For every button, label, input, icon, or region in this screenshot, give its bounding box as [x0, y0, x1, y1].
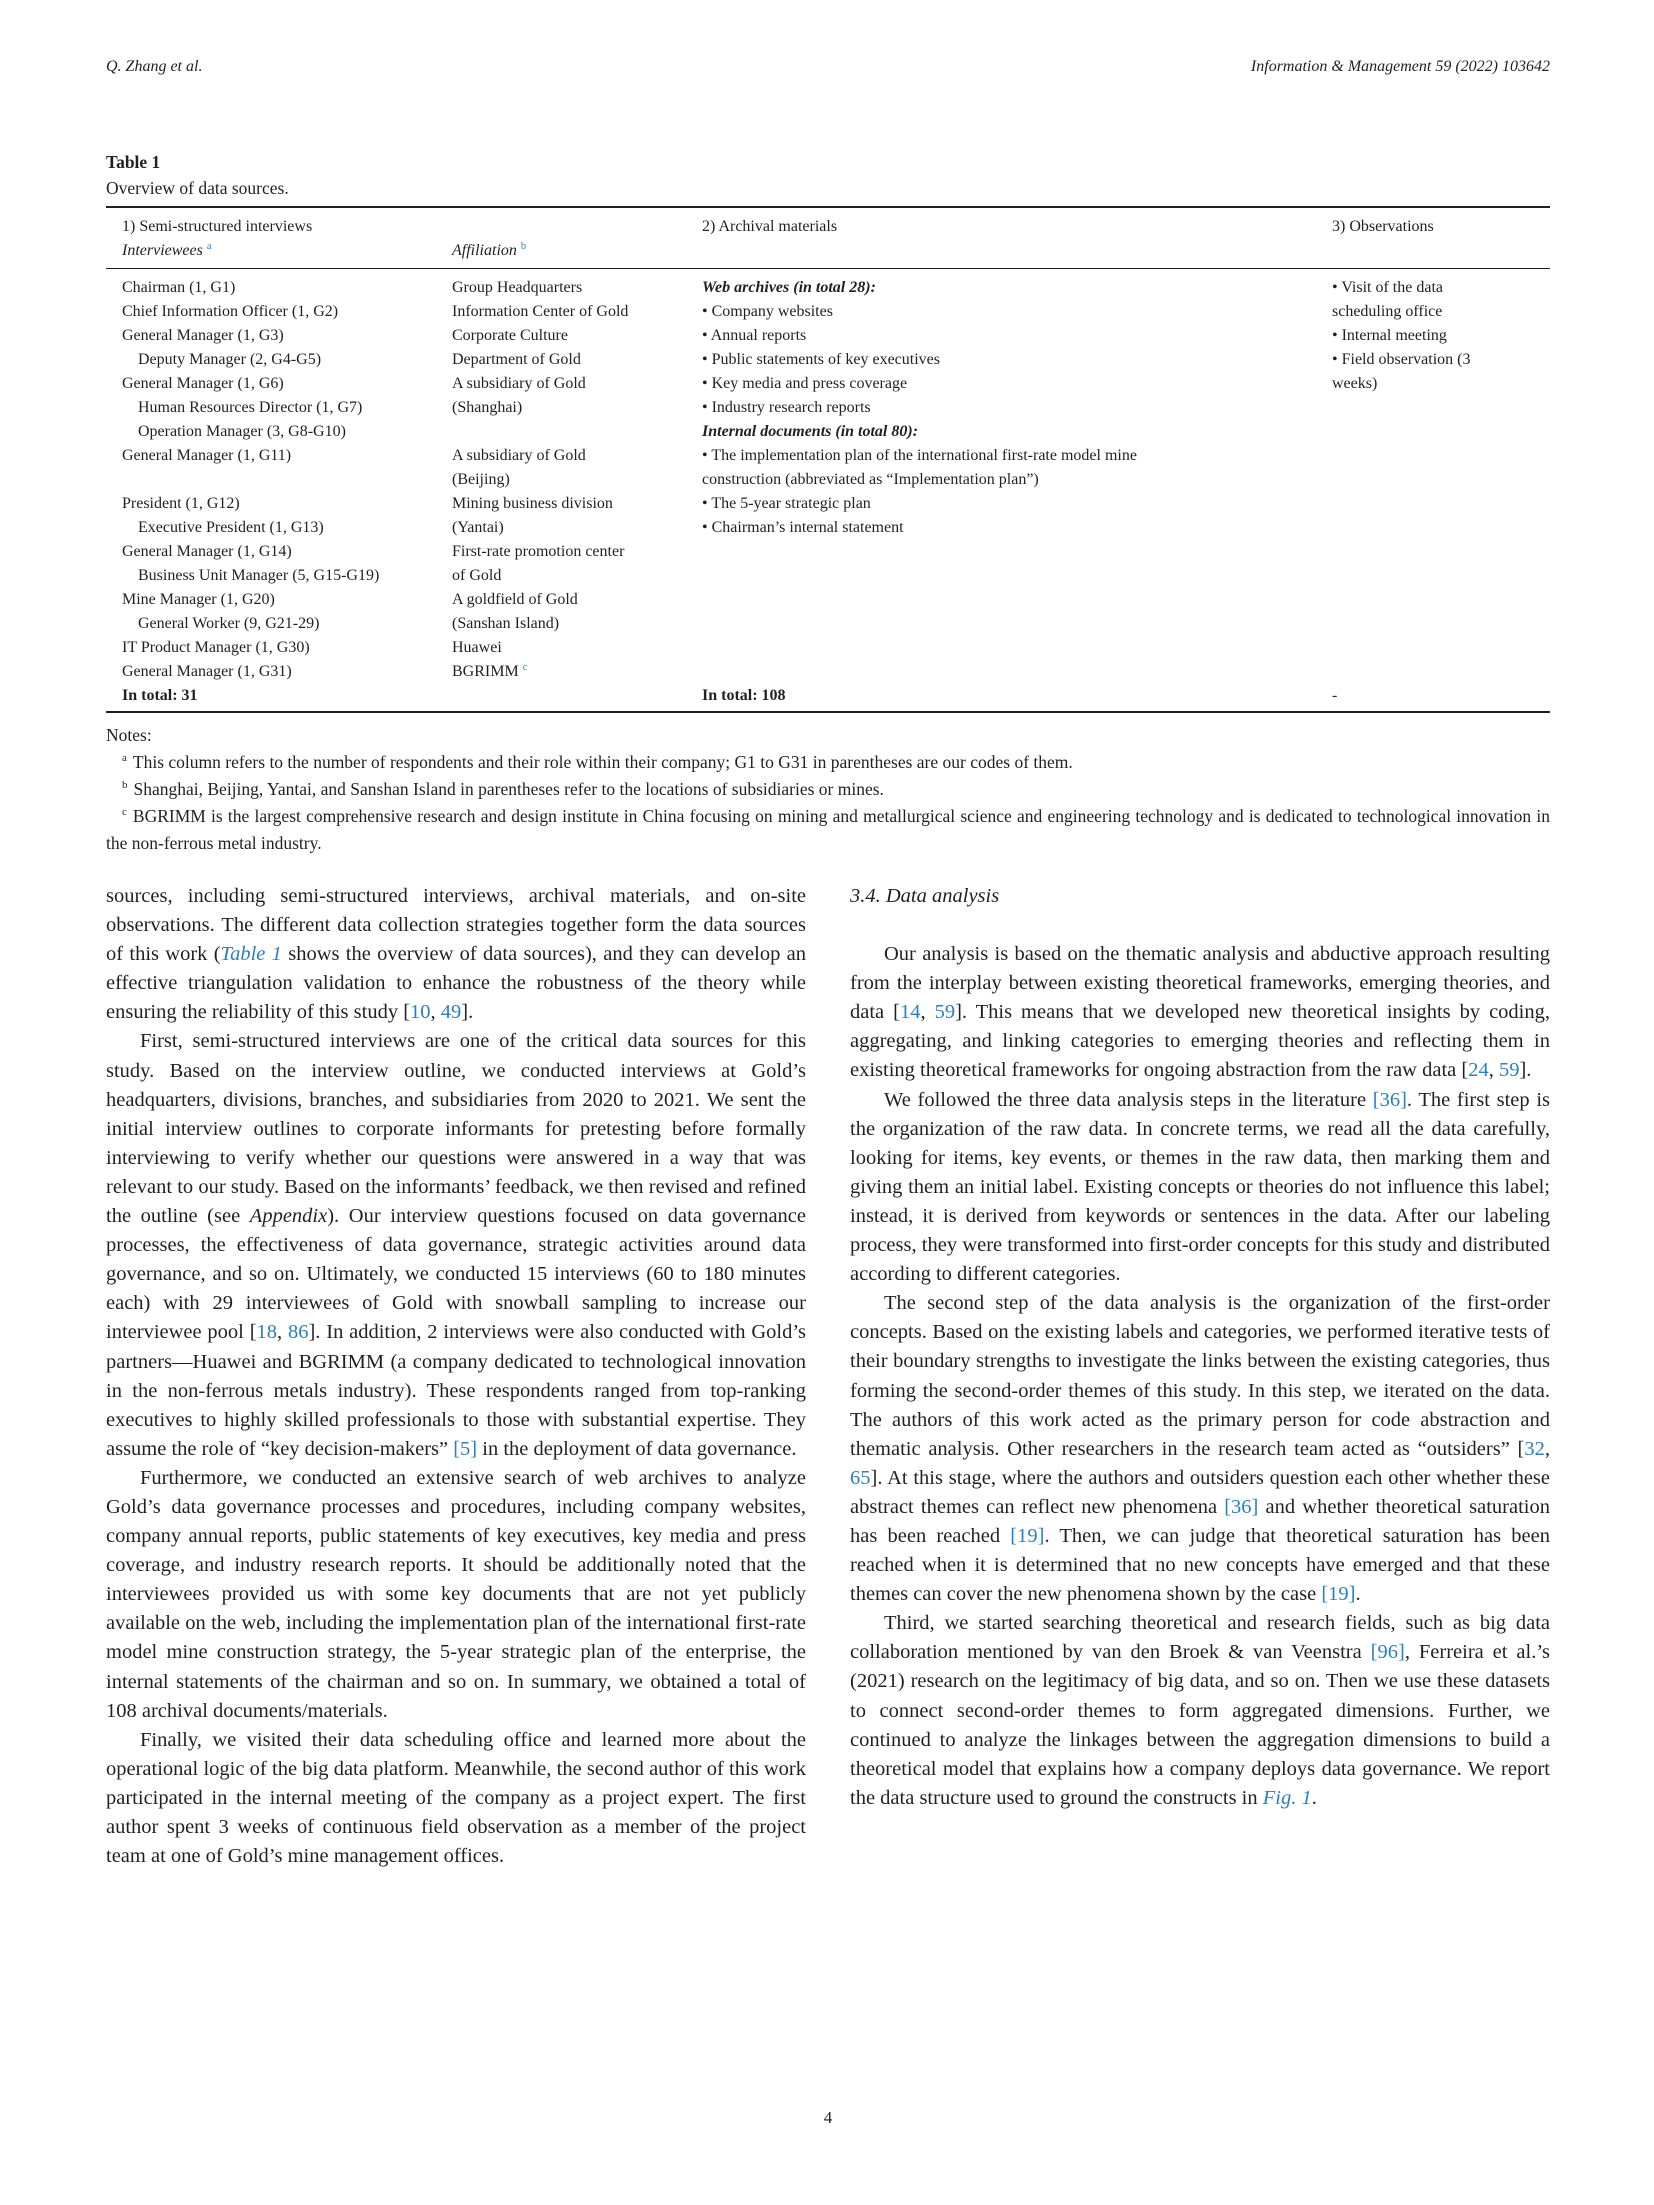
citation-link[interactable]: 18	[256, 1321, 278, 1344]
paragraph: Our analysis is based on the thematic analysis and abductive approach resulting from the interplay between existing theoretical frameworks, emerging theories, and data [14, 59]. This means that we developed new theoretical insights by coding, aggregating, and linking categories to emerging theories and reflecting them in existing theoretical frameworks for ongoing abstraction from the raw data [24, 59].	[850, 943, 1550, 1082]
interviewee-row: Chief Information Officer (1, G2)	[122, 303, 339, 320]
observation-item: scheduling office	[1332, 303, 1443, 320]
archival-heading-internal: Internal documents (in total 80):	[702, 423, 919, 440]
table-link[interactable]: Table 1	[220, 943, 282, 966]
interviewee-row-spacer	[122, 468, 379, 492]
archival-item-cont: construction (abbreviated as “Implementation plan”)	[702, 471, 1039, 488]
paragraph: We followed the three data analysis steps in the literature [36]. The first step is the organization of the raw data. In concrete terms, we read all the data carefully, looking for items, key events, or themes in the raw data, then marking them and giving them an initial label. Existing concepts or theories do not influence this label; instead, it is derived from keywords or sentences in the data. After our labeling process, they were transformed into first-order concepts for this study and distributed according to different categories.	[850, 1088, 1551, 1286]
affiliation-row: A subsidiary of Gold	[452, 447, 586, 464]
affiliation-row: A goldfield of Gold	[452, 591, 578, 608]
interviewee-row: Operation Manager (3, G8-G10)	[138, 423, 346, 440]
note-c-text: BGRIMM is the largest comprehensive research and design institute in China focusing on mining and metallurgical science and engineering technology and is dedicated to technological innovation in the non-ferrous metal industry.	[106, 806, 1550, 853]
interviewee-row: Executive President (1, G13)	[138, 519, 324, 536]
note-b	[106, 776, 1550, 803]
affiliation-row: (Sanshan Island)	[452, 615, 560, 632]
affiliation-row: (Beijing)	[452, 471, 510, 488]
paragraph: First, semi-structured interviews are one of the critical data sources for this study. Based on the interview outline, we conducted interviews at Gold’s headquarters, divisions, branches, and subsidiaries from 2020 to 2021. We sent the initial interview outlines to corporate informants for pretesting before formally interviewing to verify whether our questions were answered in a way that was relevant to our study. Based on the informants’ feedback, we then revised and refined the outline (see Appendix). Our interview questions focused on data governance processes, the effectiveness of data governance, strategic activities around data governance, and so on. Ultimately, we conducted 15 interviews (60 to 180 minutes each) with 29 interviewees of Gold with snowball sampling to increase our interviewee pool [18, 86]. In addition, 2 interviews were also conducted with Gold’s partners—Huawei and BGRIMM (a company dedicated to technological innovation in the non-ferrous metals industry). These respondents ranged from top-ranking executives to highly skilled professionals to those with substantial expertise. They assume the role of “key decision-makers” [5] in the deployment of data governance.	[106, 1030, 807, 1460]
table-header-rule	[106, 268, 1550, 269]
affiliation-row: Group Headquarters	[452, 279, 583, 296]
archival-total: In total: 108	[702, 687, 786, 704]
affiliation-row: (Yantai)	[452, 519, 504, 536]
affiliation-row: Mining business division	[452, 495, 613, 512]
observation-item: • Field observation (3	[1332, 351, 1471, 368]
interviewee-row: General Manager (1, G14)	[122, 543, 292, 560]
interviewee-row: General Manager (1, G31)	[122, 663, 292, 680]
citation-link[interactable]: [96]	[1370, 1641, 1405, 1664]
archival-item: • Chairman’s internal statement	[702, 519, 904, 536]
paragraph: sources, including semi-structured interviews, archival materials, and on-site observations. The different data collection strategies together form the data sources of this work (Table 1 shows the overview of data sources), and they can develop an effective triangulation validation to enhance the robustness of the theory while ensuring the reliability of this study [10, 49].	[106, 885, 806, 1024]
table-top-rule	[106, 206, 1550, 208]
archival-item: • The 5-year strategic plan	[702, 495, 871, 512]
observation-item: weeks)	[1332, 375, 1378, 392]
citation-link[interactable]: 86	[287, 1321, 309, 1344]
interviewee-row: IT Product Manager (1, G30)	[122, 639, 310, 656]
col-title-observations: 3) Observations	[1332, 218, 1434, 235]
observation-item: • Visit of the data	[1332, 279, 1443, 296]
citation-link[interactable]: 59	[934, 1001, 956, 1024]
citation-link[interactable]: [36]	[1372, 1088, 1407, 1111]
running-header-journal[interactable]: Information & Management 59 (2022) 103642	[1250, 58, 1550, 75]
archival-item: • Key media and press coverage	[702, 375, 908, 392]
citation-link[interactable]: 10	[410, 1001, 431, 1024]
interviewees-column	[122, 276, 379, 708]
interviewee-row: General Worker (9, G21-29)	[138, 615, 320, 632]
citation-link[interactable]: [5]	[453, 1437, 478, 1460]
affiliation-row: Huawei	[452, 639, 502, 656]
citation-link[interactable]: 14	[899, 1001, 921, 1024]
interviewee-row: Business Unit Manager (5, G15-G19)	[138, 567, 380, 584]
interviews-total: In total: 31	[122, 687, 198, 704]
archival-item: • Industry research reports	[702, 399, 871, 416]
table-notes	[106, 722, 1550, 857]
section-heading: 3.4. Data analysis	[850, 885, 1000, 907]
note-c-mark: c	[122, 806, 127, 818]
archival-heading-web: Web archives (in total 28):	[702, 279, 876, 296]
interviewee-row: Chairman (1, G1)	[122, 279, 236, 296]
note-c	[106, 803, 1550, 857]
interviewee-row: Deputy Manager (2, G4-G5)	[138, 351, 322, 368]
note-a-text: This column refers to the number of respondents and their role within their company; G1 to G31 in parentheses are our codes of them.	[132, 752, 1073, 772]
citation-link[interactable]: 24	[1468, 1059, 1489, 1082]
affiliation-row-last	[452, 660, 628, 684]
paragraph: Furthermore, we conducted an extensive search of web archives to analyze Gold’s data governance processes and procedures, including company websites, company annual reports, public statements of key executives, key media and press coverage, and industry research reports. It should be additionally noted that the interviewees provided us with some key documents that are not yet publicly available on the web, including the implementation plan of the international first-rate model mine construction strategy, the 5-year strategic plan of the enterprise, the internal statements of the chairman and so on. In summary, we obtained a total of 108 archival documents/materials.	[106, 1466, 806, 1722]
running-header-authors: Q. Zhang et al.	[106, 58, 203, 75]
paragraph: Third, we started searching theoretical and research fields, such as big data collaboration mentioned by van den Broek & van Veenstra [96], Ferreira et al.’s (2021) research on the legitimacy of big data, and so on. Then we use these datasets to connect second-order themes to form aggregated dimensions. Further, we continued to analyze the linkages between the aggregation dimensions to build a theoretical model that explains how a company deploys data governance. We report the data structure used to ground the constructs in Fig. 1.	[850, 1612, 1550, 1809]
affiliation-row: Information Center of Gold	[452, 303, 629, 320]
paragraph: Finally, we visited their data scheduling office and learned more about the operational logic of the big data platform. Meanwhile, the second author of this work participated in the internal meeting of the company as a project expert. The first author spent 3 weeks of continuous field observation as a member of the project team at one of Gold’s mine management offices.	[106, 1728, 806, 1868]
col-title-archival: 2) Archival materials	[702, 218, 838, 235]
page-number: 4	[823, 2108, 833, 2127]
table-bottom-rule	[106, 711, 1550, 713]
note-b-mark: b	[122, 779, 128, 791]
col-sub-affiliation: Affiliation	[452, 242, 517, 259]
notes-heading: Notes:	[106, 725, 152, 745]
interviewee-row: Human Resources Director (1, G7)	[138, 399, 363, 416]
interviewee-row: General Manager (1, G3)	[122, 327, 284, 344]
note-a-mark: a	[122, 752, 127, 764]
citation-link[interactable]: 65	[850, 1466, 871, 1489]
observation-item: • Internal meeting	[1332, 327, 1447, 344]
footnote-mark-c[interactable]: c	[522, 662, 528, 673]
affiliation-row-spacer	[452, 420, 628, 444]
observations-total: -	[1332, 687, 1338, 704]
col-sub-interviewees: Interviewees	[122, 242, 203, 259]
affiliation-column	[452, 276, 628, 684]
interviewee-row: General Manager (1, G6)	[122, 375, 284, 392]
interviewee-row: President (1, G12)	[122, 495, 240, 512]
footnote-mark-b[interactable]: b	[520, 241, 527, 252]
note-a	[106, 749, 1550, 776]
affiliation-row: (Shanghai)	[452, 399, 523, 416]
interviewee-row: Mine Manager (1, G20)	[122, 591, 275, 608]
citation-link[interactable]: [19]	[1321, 1583, 1356, 1606]
table-header-affiliation	[452, 239, 526, 263]
body-column-left	[106, 882, 806, 1871]
affiliation-row: First-rate promotion center	[452, 543, 625, 560]
archival-item: • Public statements of key executives	[702, 351, 940, 368]
paper-page	[106, 0, 1550, 2205]
citation-link[interactable]: 49	[440, 1001, 462, 1024]
citation-link[interactable]: [36]	[1224, 1495, 1259, 1518]
table-label: Table 1	[106, 152, 161, 172]
footnote-mark-a[interactable]: a	[206, 241, 212, 252]
archival-item: • Company websites	[702, 303, 833, 320]
table-header-interviews	[122, 215, 312, 263]
affiliation-row: Corporate Culture	[452, 327, 568, 344]
affiliation-row: of Gold	[452, 567, 502, 584]
citation-link[interactable]: [19]	[1010, 1524, 1045, 1547]
affiliation-row: Department of Gold	[452, 351, 581, 368]
interviewee-row: General Manager (1, G11)	[122, 447, 292, 464]
table-caption: Overview of data sources.	[106, 178, 289, 198]
affiliation-bgrimm: BGRIMM	[452, 663, 519, 680]
body-column-right	[850, 882, 1550, 1813]
citation-link[interactable]: 32	[1524, 1437, 1545, 1460]
col-title-interviews: 1) Semi-structured interviews	[122, 218, 313, 235]
affiliation-row: A subsidiary of Gold	[452, 375, 586, 392]
paragraph: The second step of the data analysis is the organization of the first-order concepts. Based on the existing labels and categories, we performed iterative tests of their boundary strengths to investigate the links between the existing categories, thus forming the second-order themes of this study. In this step, we iterated on the data. The authors of this work acted as the primary person for code abstraction and thematic analysis. Other researchers in the research team acted as “outsiders” [32, 65]. At this stage, where the authors and outsiders question each other whether these abstract themes can reflect new phenomena [36] and whether theoretical saturation has been reached [19]. Then, we can judge that theoretical saturation has been reached when it is determined that no new concepts have emerged and that these themes can cover the new phenomena shown by the case [19].	[850, 1292, 1550, 1606]
appendix-ref: Appendix	[249, 1205, 328, 1228]
observations-column	[1332, 276, 1470, 396]
archival-column	[702, 276, 1137, 540]
archival-item: • Annual reports	[702, 327, 807, 344]
note-b-text: Shanghai, Beijing, Yantai, and Sanshan Island in parentheses refer to the locations of subsidiaries or mines.	[133, 779, 884, 799]
figure-link[interactable]: Fig. 1	[1262, 1786, 1312, 1809]
archival-item: • The implementation plan of the international first-rate model mine	[702, 447, 1137, 464]
citation-link[interactable]: 59	[1498, 1059, 1520, 1082]
